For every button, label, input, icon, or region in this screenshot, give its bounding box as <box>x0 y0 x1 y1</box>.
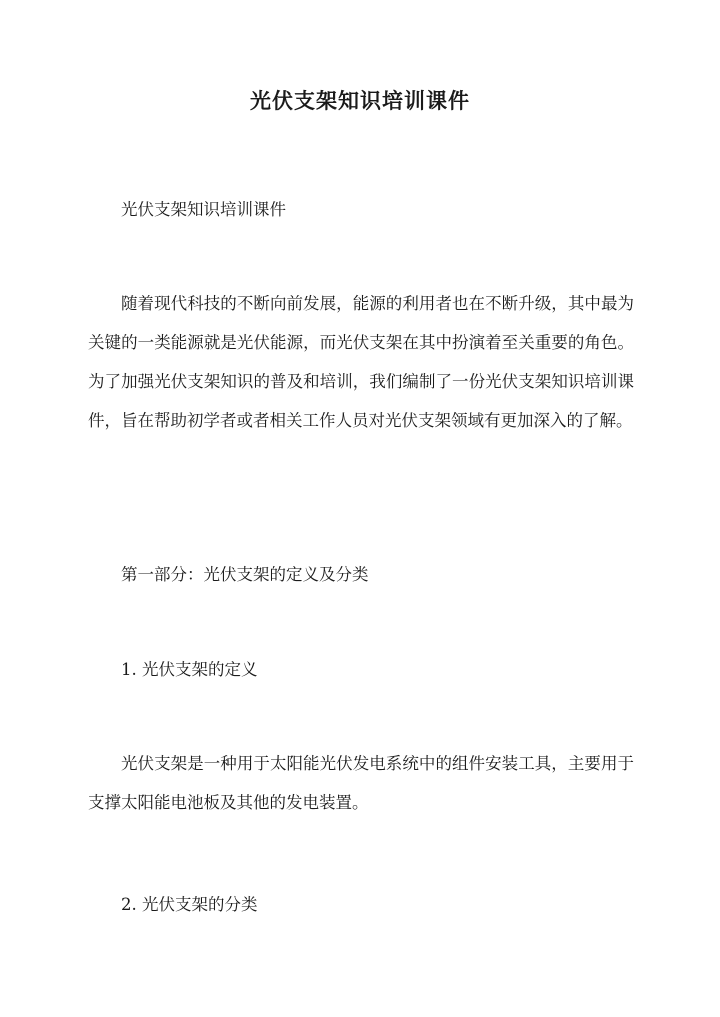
intro-paragraph: 随着现代科技的不断向前发展，能源的利用者也在不断升级，其中最为关键的一类能源就是光伏能源，而光伏支架在其中扮演着至关重要的角色。为了加强光伏支架知识的普及和培训，我们编制了一份光伏支架知识培训课件，旨在帮助初学者或者相关工作人员对光伏支架领域有更加深入的了解。 <box>88 294 634 430</box>
classification-heading: 2. 光伏支架的分类 <box>121 895 258 914</box>
part1-heading: 第一部分：光伏支架的定义及分类 <box>121 565 369 584</box>
definition-heading: 1. 光伏支架的定义 <box>121 660 258 679</box>
definition-paragraph: 光伏支架是一种用于太阳能光伏发电系统中的组件安装工具，主要用于支撑太阳能电池板及其他的发电装置。 <box>88 754 634 812</box>
document-subtitle: 光伏支架知识培训课件 <box>121 200 286 219</box>
document-title: 光伏支架知识培训课件 <box>250 88 470 113</box>
